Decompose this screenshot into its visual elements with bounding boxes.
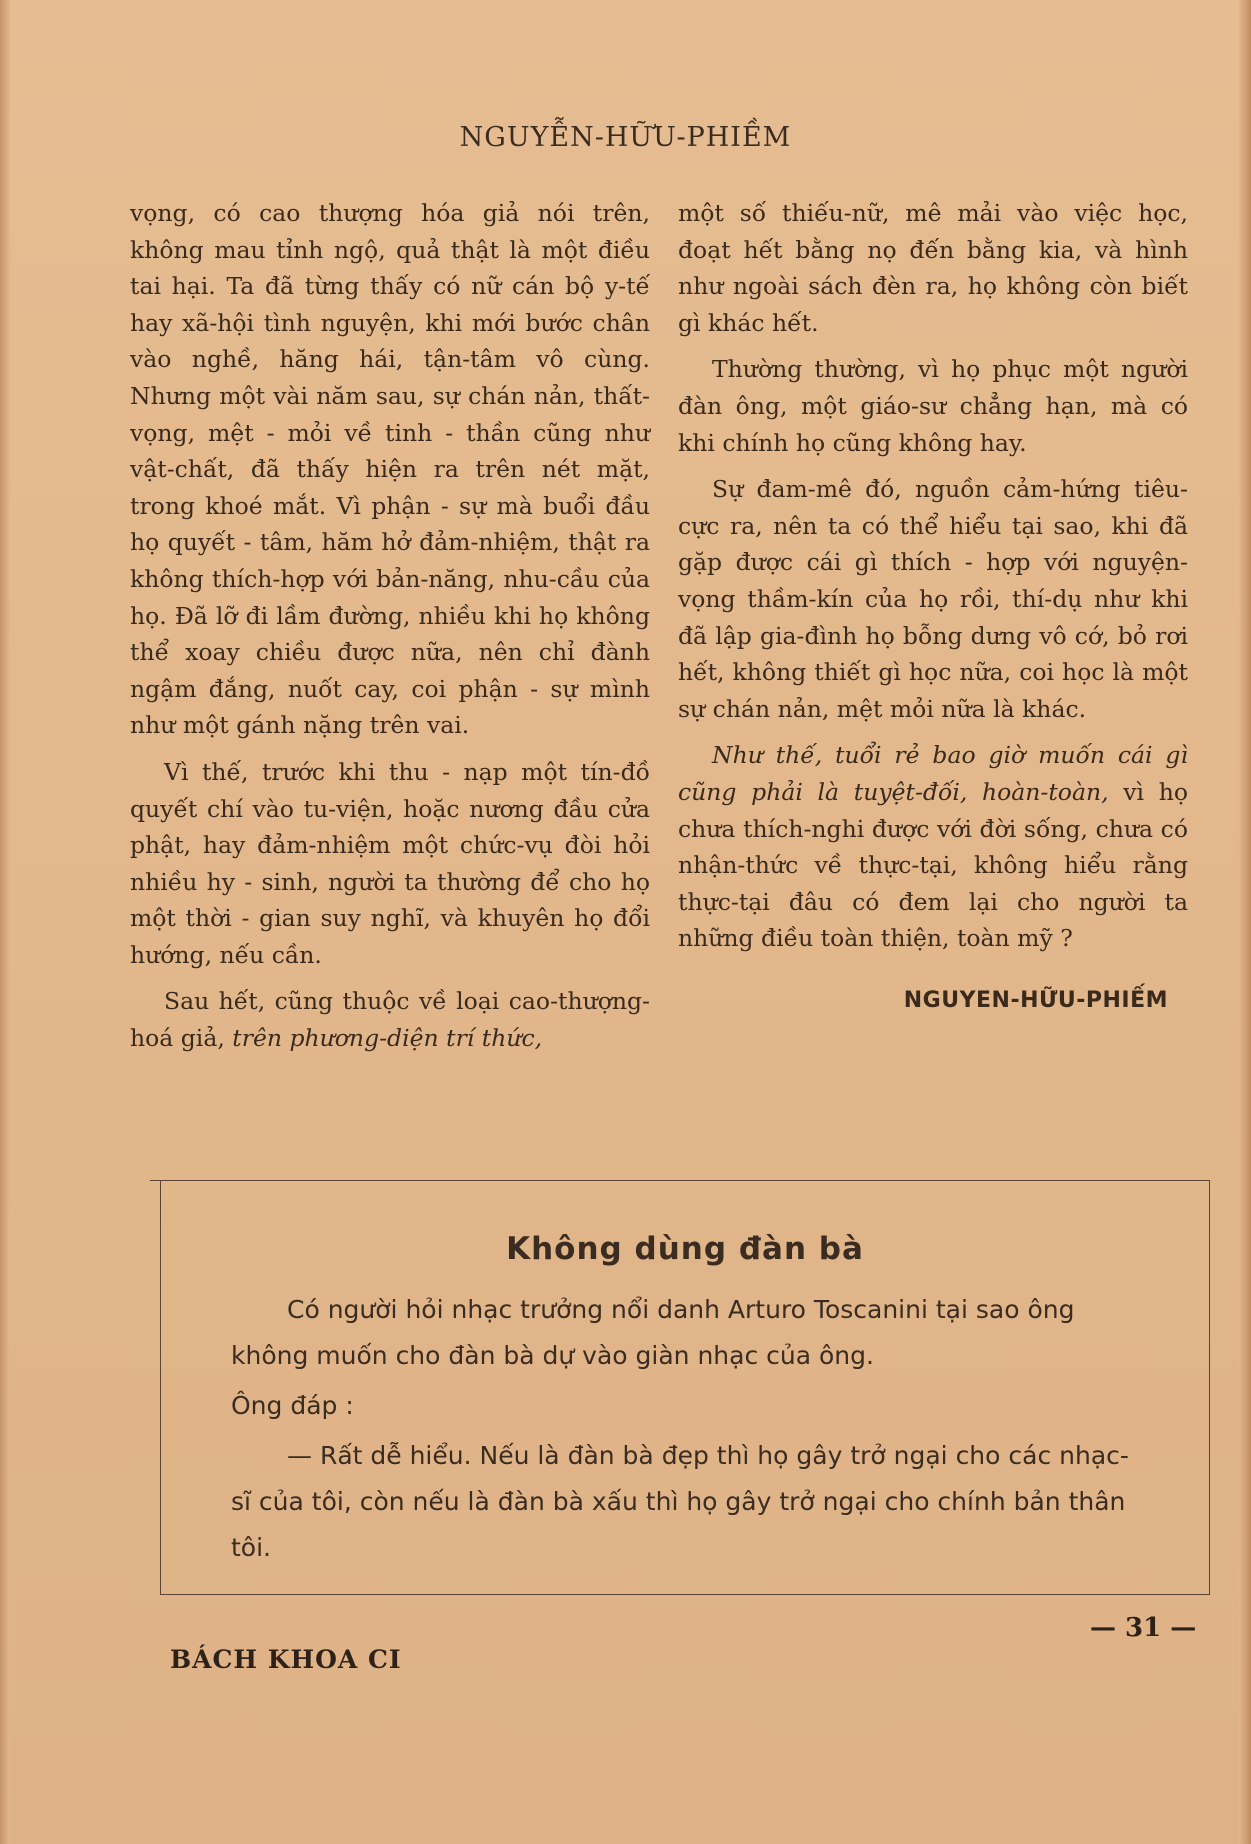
anecdote-title: Không dùng đàn bà xyxy=(506,1231,864,1267)
right-paragraph-4-text: vì họ chưa thích-nghi được với đời sống, chưa có nhận-thức về thực-tại, không hiểu rằng thực-tại đâu có đem lại cho người ta những điều toàn thiện, toàn mỹ ? xyxy=(678,777,1188,953)
page-number: — 31 — xyxy=(1090,1613,1197,1643)
left-paragraph-1: vọng, có cao thượng hóa giả nói trên, không mau tỉnh ngộ, quả thật là một điều tai hại. Ta đã từng thấy có nữ cán bộ y-tế hay xã-hội tình nguyện, khi mới bước chân vào nghề, hăng hái, tận-tâm vô cùng. Nhưng một vài năm sau, sự chán nản, thất-vọng, mệt - mỏi về tinh - thần cũng như vật-chất, đã thấy hiện ra trên nét mặt, trong khoé mắt. Vì phận - sự mà buổi đầu họ quyết - tâm, hăm hở đảm-nhiệm, thật ra không thích-hợp với bản-năng, nhu-cầu của họ. Đã lỡ đi lầm đường, nhiều khi họ không thể xoay chiều được nữa, nên chỉ đành ngậm đắng, nuốt cay, coi phận - sự mình như một gánh nặng trên vai. xyxy=(130,199,650,740)
right-paragraph-2: Thường thường, vì họ phục một người đàn ông, một giáo-sư chẳng hạn, mà có khi chính họ cũng không hay. xyxy=(678,355,1188,457)
right-paragraph-4 xyxy=(678,737,1188,957)
right-paragraph-1: một số thiếu-nữ, mê mải vào việc học, đoạt hết bằng nọ đến bằng kia, và hình như ngoài sách đèn ra, họ không còn biết gì khác hết. xyxy=(678,199,1188,337)
anecdote-intro: Có người hỏi nhạc trưởng nổi danh Arturo Toscanini tại sao ông không muốn cho đàn bà dự vào giàn nhạc của ông. xyxy=(231,1295,1075,1370)
right-column xyxy=(678,195,1188,1019)
right-paragraph-3: Sự đam-mê đó, nguồn cảm-hứng tiêu-cực ra, nên ta có thể hiểu tại sao, khi đã gặp được cái gì thích - hợp với nguyện-vọng thầm-kín của họ rồi, thí-dụ như khi đã lập gia-đình họ bỗng dưng vô cớ, bỏ rơi hết, không thiết gì học nữa, coi học là một sự chán nản, mệt mỏi nữa là khác. xyxy=(678,475,1188,723)
anecdote-reply: — Rất dễ hiểu. Nếu là đàn bà đẹp thì họ gây trở ngại cho các nhạc-sĩ của tôi, còn nếu là đàn bà xấu thì họ gây trở ngại cho chính bản thân tôi. xyxy=(231,1441,1129,1562)
anecdote-reply-label: Ông đáp : xyxy=(231,1391,354,1420)
left-paragraph-3 xyxy=(130,983,650,1056)
anecdote-box xyxy=(160,1180,1210,1595)
right-paragraph-4-italic: Như thế, tuổi rẻ bao giờ muốn cái gì cũng phải là tuyệt-đối, hoàn-toàn, xyxy=(678,741,1188,806)
left-paragraph-2: Vì thế, trước khi thu - nạp một tín-đồ quyết chí vào tu-viện, hoặc nương đầu cửa phật, hay đảm-nhiệm một chức-vụ đòi hỏi nhiều hy - sinh, người ta thường để cho họ một thời - gian suy nghĩ, và khuyên họ đổi hướng, nếu cần. xyxy=(130,757,650,969)
left-paragraph-3-italic: trên phương-diện trí thức, xyxy=(232,1024,543,1053)
author-signature: NGUYEN-HỮU-PHIẾM xyxy=(903,987,1168,1013)
anecdote-body xyxy=(161,1267,1209,1571)
left-paragraph-3-text: Sau hết, cũng thuộc về loại cao-thượng-hoá giả, xyxy=(130,987,650,1053)
publication-name: BÁCH KHOA CI xyxy=(170,1645,402,1674)
running-title: NGUYỄN-HỮU-PHIỀM xyxy=(459,122,792,153)
left-column xyxy=(130,195,650,1067)
